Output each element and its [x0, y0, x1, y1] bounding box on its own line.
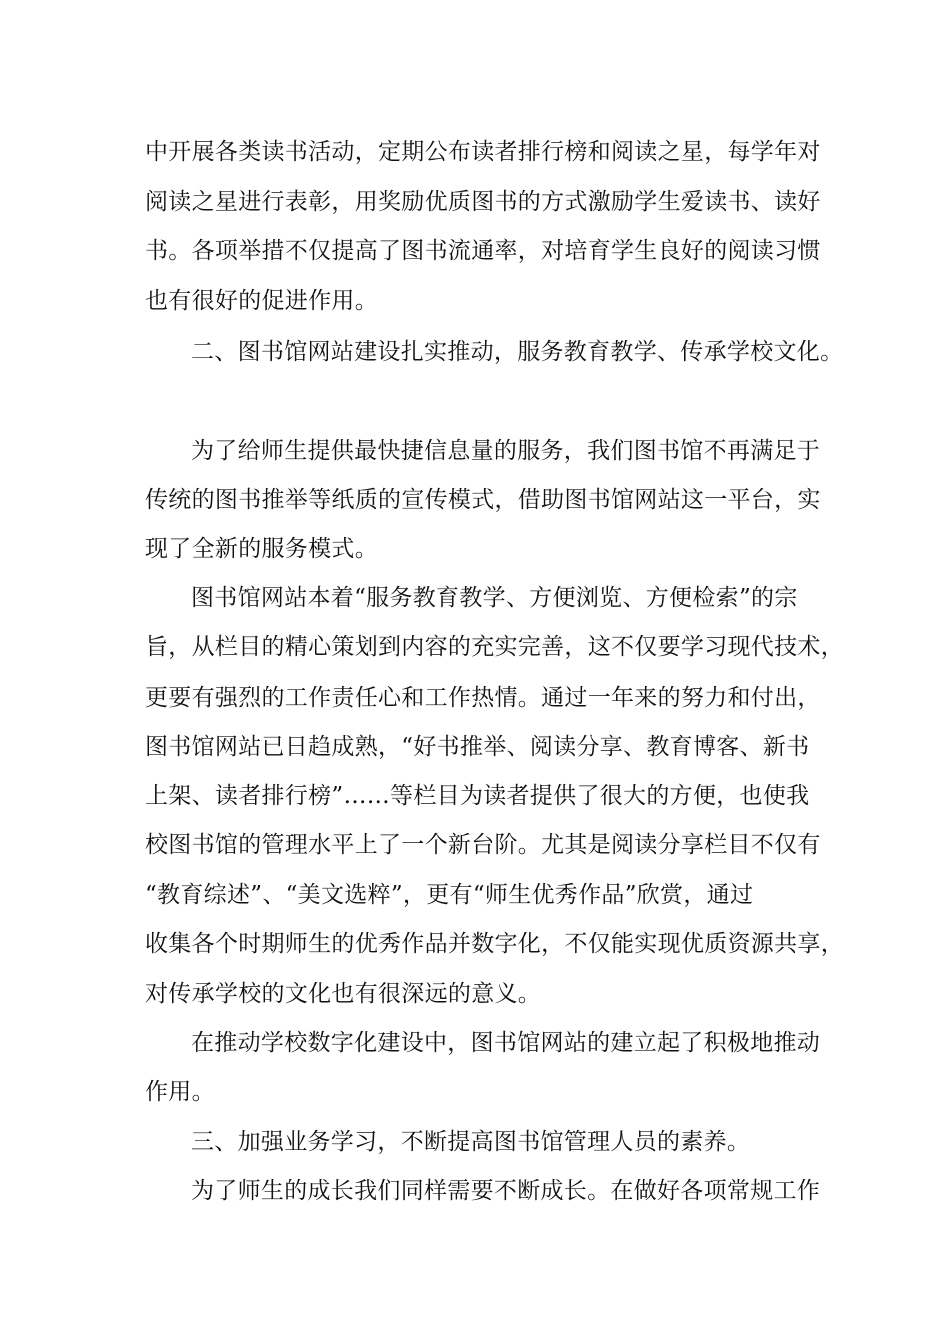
paragraph-line: 现了全新的服务模式。	[145, 536, 378, 562]
paragraph-line: 校图书馆的管理水平上了一个新台阶。尤其是阅读分享栏目不仅有	[145, 832, 821, 858]
paragraph-line: 上架、读者排行榜”……等栏目为读者提供了很大的方便，也使我	[145, 783, 810, 809]
paragraph-line: 对传承学校的文化也有很深远的意义。	[145, 981, 542, 1007]
paragraph-line: 中开展各类读书活动，定期公布读者排行榜和阅读之星，每学年对	[145, 139, 821, 165]
section-heading: 二、图书馆网站建设扎实推动，服务教育教学、传承学校文化。	[191, 339, 844, 365]
paragraph-line: 收集各个时期师生的优秀作品并数字化，不仅能实现优质资源共享，	[145, 931, 844, 957]
paragraph-line: 旨，从栏目的精心策划到内容的充实完善，这不仅要学习现代技术，	[145, 634, 844, 660]
paragraph-line: 作用。	[145, 1079, 215, 1105]
paragraph-line: 更要有强烈的工作责任心和工作热情。通过一年来的努力和付出，	[145, 685, 821, 711]
paragraph-line: 传统的图书推举等纸质的宣传模式，借助图书馆网站这一平台，实	[145, 487, 821, 513]
paragraph-line: 也有很好的促进作用。	[145, 288, 378, 314]
paragraph-line: 书。各项举措不仅提高了图书流通率，对培育学生良好的阅读习惯	[145, 238, 821, 264]
paragraph-line: 图书馆网站已日趋成熟，“好书推举、阅读分享、教育博客、新书	[145, 734, 810, 760]
paragraph-line: 图书馆网站本着“服务教育教学、方便浏览、方便检索”的宗	[191, 585, 798, 611]
paragraph-line: “教育综述”、“美文选粹”，更有“师生优秀作品”欣赏，通过	[145, 882, 754, 908]
paragraph-line: 在推动学校数字化建设中，图书馆网站的建立起了积极地推动	[191, 1030, 821, 1056]
paragraph-line: 为了师生的成长我们同样需要不断成长。在做好各项常规工作	[191, 1178, 821, 1204]
paragraph-line: 阅读之星进行表彰，用奖励优质图书的方式激励学生爱读书、读好	[145, 189, 821, 215]
paragraph-line: 为了给师生提供最快捷信息量的服务，我们图书馆不再满足于	[191, 438, 821, 464]
section-heading: 三、加强业务学习，不断提高图书馆管理人员的素养。	[191, 1129, 751, 1155]
